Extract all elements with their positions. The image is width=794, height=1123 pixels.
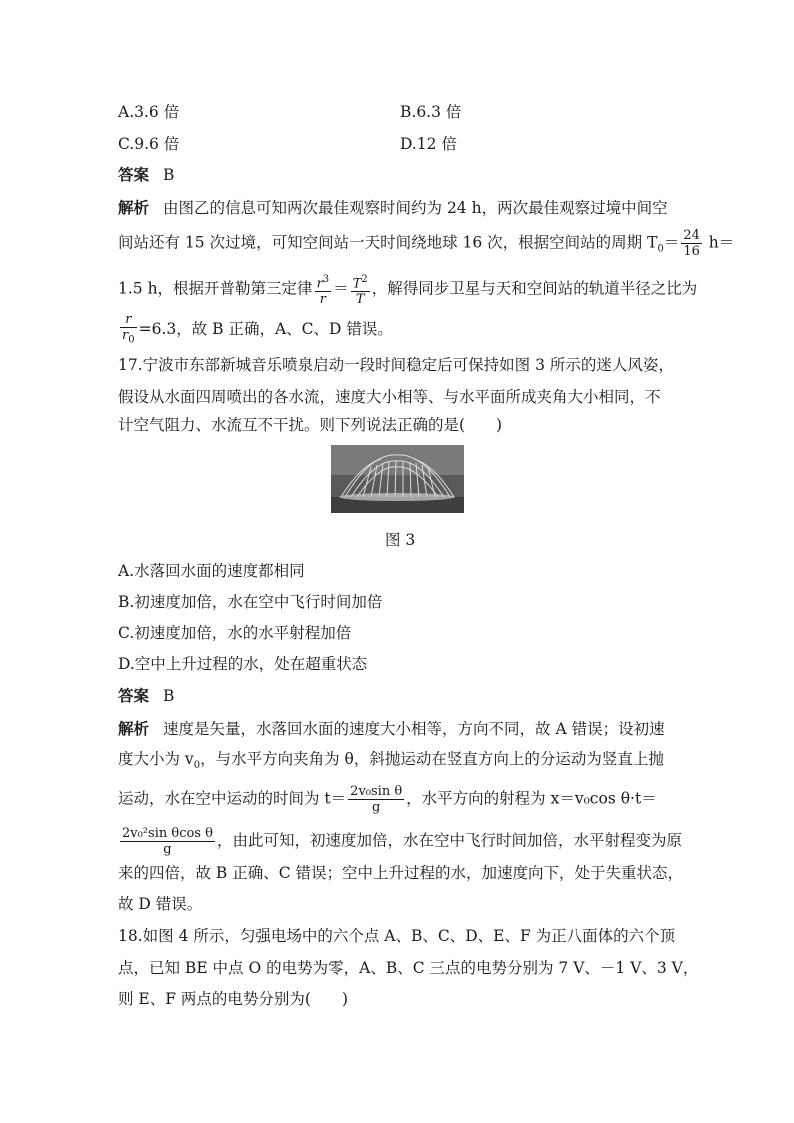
analysis-line-4 bbox=[118, 312, 393, 348]
fraction-numerator: 2v₀sin θ bbox=[350, 784, 403, 799]
analysis-text: 度大小为 v bbox=[118, 750, 194, 768]
fraction-denominator: 16 bbox=[683, 244, 700, 259]
equals: ＝ bbox=[663, 233, 680, 252]
analysis-label: 解析 bbox=[118, 199, 150, 217]
radius-ratio-fraction bbox=[120, 312, 137, 348]
var-r: r bbox=[122, 328, 129, 343]
answer-row bbox=[118, 164, 174, 186]
option-d: D.12 倍 bbox=[400, 135, 457, 153]
fraction-denominator bbox=[315, 292, 332, 307]
figure-caption: 图 3 bbox=[385, 531, 416, 549]
superscript: 2 bbox=[361, 274, 368, 285]
fraction-denominator: g bbox=[372, 800, 381, 815]
superscript: 3 bbox=[322, 274, 330, 285]
fraction-numerator bbox=[120, 312, 137, 328]
var-r: r bbox=[316, 276, 323, 292]
analysis-text: ，由此可知，初速度加倍，水在空中飞行时间加倍，水平射程变为原 bbox=[216, 831, 682, 850]
analysis-text: ，解得同步卫星与天和空间站的轨道半径之比为 bbox=[371, 279, 698, 298]
kepler-fraction-left bbox=[315, 272, 332, 307]
fraction-denominator: g bbox=[163, 842, 172, 857]
answer-label: 答案 bbox=[118, 687, 150, 705]
question-17-line-1: 17.宁波市东部新城音乐喷泉启动一段时间稳定后可保持如图 3 所示的迷人风姿， bbox=[118, 356, 674, 374]
analysis-line-3 bbox=[118, 784, 657, 815]
option-c: C.初速度加倍，水的水平射程加倍 bbox=[118, 624, 352, 642]
option-d: D.空中上升过程的水，处在超重状态 bbox=[118, 655, 368, 673]
analysis-text: 速度是矢量，水落回水面的速度大小相等，方向不同，故 A 错误；设初速 bbox=[163, 720, 665, 738]
fountain-image bbox=[331, 445, 464, 513]
option-b: B.初速度加倍，水在空中飞行时间加倍 bbox=[118, 593, 383, 611]
kepler-fraction-right bbox=[351, 272, 370, 307]
fraction-numerator: 2v₀²sin θcos θ bbox=[122, 826, 213, 841]
answer-value: B bbox=[163, 687, 175, 705]
question-17-line-3: 计空气阻力、水流互不干扰。则下列说法正确的是( ) bbox=[118, 416, 503, 434]
analysis-line-2 bbox=[118, 748, 664, 777]
analysis-label: 解析 bbox=[118, 720, 150, 738]
analysis-text: 1.5 h，根据开普勒第三定律 bbox=[118, 279, 313, 298]
period-fraction bbox=[681, 228, 702, 259]
fountain-photo bbox=[331, 445, 464, 513]
time-fraction bbox=[348, 784, 404, 815]
analysis-text: 间站还有 15 次过境，可知空间站一天时间绕地球 16 次，根据空间站的周期 T bbox=[118, 233, 658, 252]
option-a: A.3.6 倍 bbox=[118, 103, 180, 121]
var-r: r bbox=[319, 292, 326, 308]
answer-label: 答案 bbox=[118, 166, 150, 184]
option-b: B.6.3 倍 bbox=[400, 103, 462, 121]
fraction-numerator: 24 bbox=[683, 228, 700, 243]
fraction-denominator bbox=[120, 328, 137, 348]
range-fraction bbox=[120, 826, 215, 857]
answer-row bbox=[118, 685, 174, 707]
question-17-line-2: 假设从水面四周喷出的各水流，速度大小相等、与水平面所成夹角大小相同，不 bbox=[118, 388, 661, 406]
fraction-denominator bbox=[351, 292, 370, 307]
analysis-text: 由图乙的信息可知两次最佳观察时间约为 24 h，两次最佳观察过境中间空 bbox=[163, 199, 668, 217]
analysis-line-5: 来的四倍，故 B 正确、C 错误；空中上升过程的水，加速度向下，处于失重状态， bbox=[118, 864, 684, 882]
fraction-numerator bbox=[315, 272, 332, 292]
fraction-numerator bbox=[351, 272, 370, 292]
var-t: T bbox=[355, 292, 365, 308]
var-r: r bbox=[125, 312, 132, 327]
subscript: 0 bbox=[657, 243, 664, 255]
analysis-line-1 bbox=[118, 718, 665, 740]
question-18-line-1: 18.如图 4 所示，匀强电场中的六个点 A、B、C、D、E、F 为正八面体的六个顶 bbox=[118, 927, 676, 945]
analysis-line-6: 故 D 错误。 bbox=[118, 895, 203, 913]
analysis-line-1 bbox=[118, 197, 668, 219]
analysis-text: 运动，水在空中运动的时间为 t＝ bbox=[118, 789, 347, 808]
question-18-line-3: 则 E、F 两点的电势分别为( ) bbox=[118, 990, 349, 1008]
analysis-text: ，与水平方向夹角为 θ，斜抛运动在竖直方向上的分运动为竖直上抛 bbox=[200, 750, 664, 768]
question-18-line-2: 点，已知 BE 中点 O 的电势为零，A、B、C 三点的电势分别为 7 V、－1 V、3 V， bbox=[118, 959, 699, 977]
analysis-text: h＝ bbox=[703, 233, 735, 252]
analysis-text: ，水平方向的射程为 x＝v₀cos θ·t＝ bbox=[406, 789, 657, 808]
option-a: A.水落回水面的速度都相同 bbox=[118, 562, 305, 580]
var-t: T bbox=[352, 276, 362, 292]
option-c: C.9.6 倍 bbox=[118, 135, 180, 153]
analysis-text: =6.3，故 B 正确，A、C、D 错误。 bbox=[138, 319, 393, 338]
analysis-line-3: 1.5 h，根据开普勒第三定律 $\frac{r^3}{r}$ ＝ $\frac{T^2}{T}$ ，解得同步卫星与天和空间站的轨道半径之比为 bbox=[118, 274, 698, 308]
analysis-line-4 bbox=[118, 826, 682, 857]
subscript: 0 bbox=[193, 760, 201, 772]
subscript: 0 bbox=[128, 334, 135, 346]
answer-value: B bbox=[163, 166, 175, 184]
analysis-line-2 bbox=[118, 228, 734, 261]
